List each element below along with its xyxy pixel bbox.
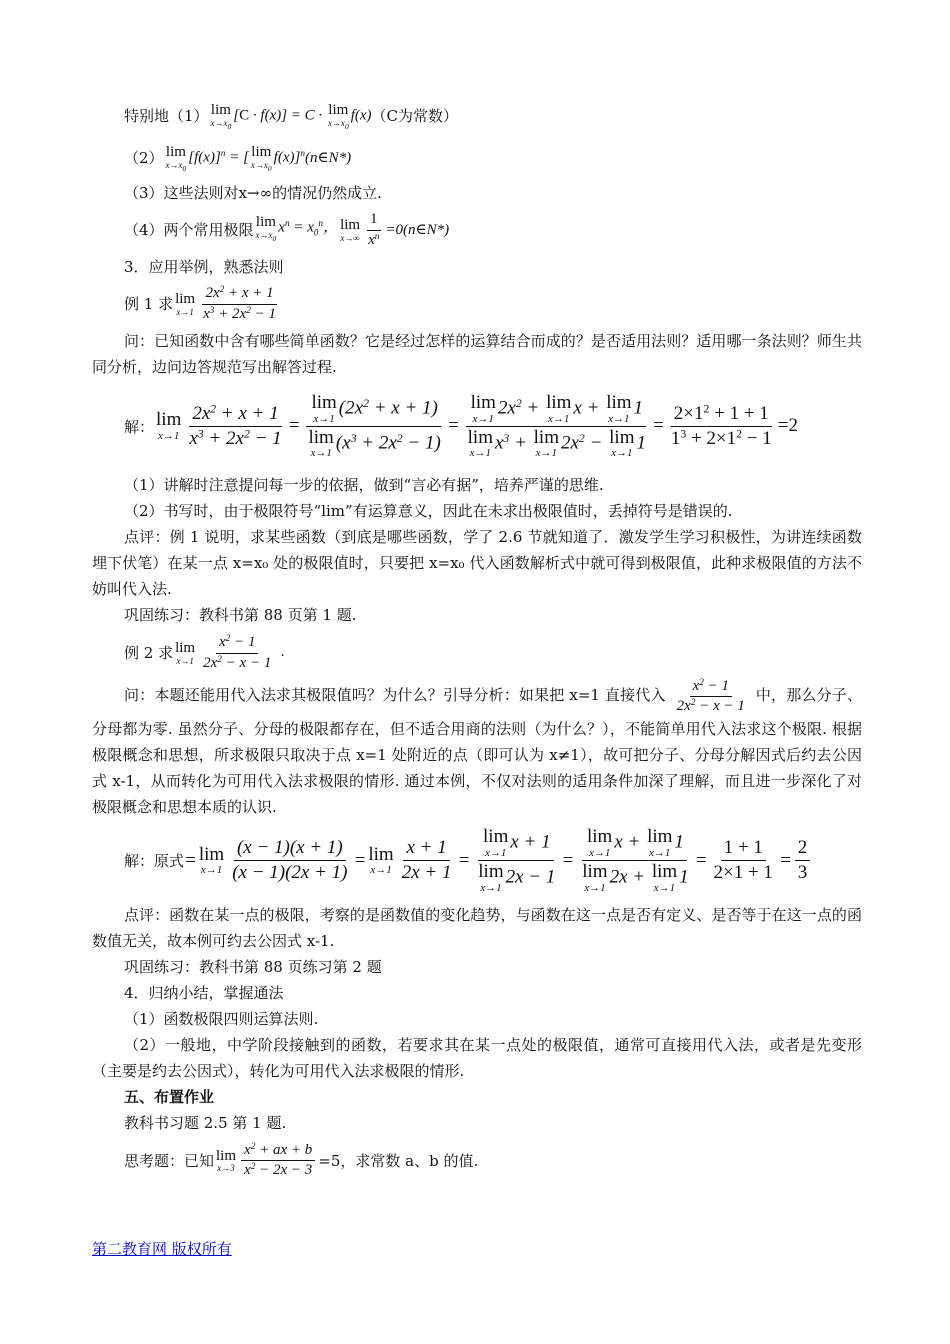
rule-1-formula: lim $x\to x_0$ [C · f(x)] = C · lim $x\to x_0$ f(x) [210, 102, 372, 131]
question-2-b: 中，那么分子、分母都为零. 虽然分子、分母的极限都存在，但不适合用商的法则（为什么？），不能简单用代入法求这个极限. 根据极限概念和思想，所求极限只取决于点 x=1 处附近的点（即可认为 x≠1），故可把分子、分母分解因式后约去公因式 x-1，从而转化为可用代入法求极限的情形. 通过本例，不仅对法则的适用条件加深了理解，而且进一步深化了对极限概念和思想本质的认识. [92, 686, 862, 816]
solution-1: 解： lim x→1 $\frac{2x^2 + x + 1}{x^3 + 2x^2 - 1}$ = lim x→1 $(2x^2 + x + 1)$ lim x→1 $(x^3 + 2x^2 - 1)$ = lim x→1 $2x^2$ + lim x→1 x + lim x→1 1 lim x→1 $x^3$ + lim x→1 $2x^2$ − lim x→1 1 = $\frac{2\times 1^2 + 1 + 1}{1^3 + 2\times 1^2 - 1}$ =2 [124, 391, 798, 460]
rule-4-label: （4）两个常用极限 [124, 221, 254, 239]
footer-link[interactable]: 第二教育网 [92, 1240, 168, 1258]
solution-1-result: =2 [777, 415, 798, 436]
think-tail: =5，求常数 a、b 的值. [318, 1151, 479, 1170]
rule-2-label: （2） [124, 149, 164, 167]
think-label: 思考题：已知 [124, 1151, 215, 1170]
example-2-formula: lim x→1 $\frac{x^2 - 1}{2x^2 - x - 1}$ . [175, 634, 285, 671]
practice-2: 巩固练习：教科书第 88 页练习第 2 题 [124, 957, 382, 976]
comment-2: 点评：函数在某一点的极限，考察的是函数值的变化趋势，与函数在这一点是否有定义、是否等于在这一点的函数值无关，故本例可约去公因式 x-1. [92, 905, 862, 950]
think-question [92, 1136, 862, 1186]
question-2 [92, 678, 862, 820]
footer [92, 1238, 232, 1259]
summary-1: （1）函数极限四则运算法则. [124, 1009, 319, 1028]
rule-4-formula-b: lim x→∞ $\frac{1}{x^n}$ [340, 211, 380, 248]
example-2-line [92, 628, 862, 678]
comment-1: 点评：例 1 说明，求某些函数（到底是哪些函数，学了 2.6 节就知道了．激发学生学习积极性，为讲连续函数埋下伏笔）在某一点 x=x₀ 处的极限值时，只要把 x=x₀ 代入函数解析式中就可得到极限值，此种求极限值的方法不妨叫代入法. [92, 528, 862, 598]
summary-2: （2）一般地，中学阶段接触到的函数，若要求其在某一点处的极限值，通常可直接用代入法，或者是先变形（主要是约去公因式），转化为可用代入法求极限的情形. [92, 1035, 862, 1080]
solution-2-label: 解：原式 [124, 854, 185, 870]
practice-1: 巩固练习：教科书第 88 页第 1 题. [124, 606, 357, 624]
note-1: （1）讲解时注意提问每一步的依据，做到“言必有据”，培养严谨的思维. [124, 476, 604, 494]
question-2-a: 问：本题还能用代入法求其极限值吗？为什么？引导分析：如果把 x=1 直接代入 [124, 686, 666, 705]
footer-copyright: 版权所有 [167, 1240, 232, 1258]
solution-1-label: 解： [124, 419, 155, 436]
example-1-formula: lim x→1 $\frac{2x^2 + x + 1}{x^3 + 2x^2 - 1}$ [175, 285, 276, 322]
example-1-line [92, 280, 862, 328]
homework: 教科书习题 2.5 第 1 题. [124, 1113, 287, 1132]
rule-4-formula-a: lim $x\to x_0$ $x^n = x_0^n$， [255, 214, 339, 243]
rule-4-condition: =0(n∈N*) [385, 222, 450, 238]
rule-1-note: （C为常数） [371, 107, 458, 125]
rule-2-line [92, 136, 862, 180]
section-4-heading: 4．归纳小结，掌握通法 [124, 983, 284, 1002]
rule-2-formula: lim $x\to x_0$ $[f(x)]^n$ = [ lim $x\to x_0$ f(x)]$^n$ [165, 144, 305, 173]
think-formula: lim x→3 $\frac{x^2 + ax + b}{x^2 - 2x - 3}$ [214, 1142, 318, 1180]
rule-1-line [92, 96, 862, 136]
rule-3-line: （3）这些法则对x→∞的情况仍然成立. [124, 184, 382, 202]
question-2-formula: $\frac{x^2 - 1}{2x^2 - x - 1}$ [676, 677, 745, 715]
rule-4-line [92, 206, 862, 254]
section-5-heading: 五、布置作业 [124, 1087, 215, 1106]
rule-1-label: 特别地（1） [124, 107, 209, 125]
solution-2: 解：原式 = lim x→1 $\frac{(x - 1)(x + 1)}{(x - 1)(2x + 1)}$ = lim x→1 $\frac{x + 1}{2x + 1}$ = lim x→1 x + 1 lim x→1 2x − 1 = lim x→1 x + lim x→1 1 lim x→1 2x + lim x→1 1 = $\frac{1 + 1}{2\times 1 + 1}$ = $\frac{2}{3}$ [92, 826, 862, 896]
note-2: （2）书写时，由于极限符号“lim”有运算意义，因此在未求出极限值时，丢掉符号是错误的. [124, 502, 733, 520]
example-2-label: 例 2 求 [124, 644, 174, 662]
document-body [92, 96, 862, 1186]
section-3-heading: 3．应用举例，熟悉法则 [124, 258, 284, 276]
example-1-label: 例 1 求 [124, 295, 174, 313]
question-1: 问：已知函数中含有哪些简单函数？它是经过怎样的运算结合而成的？是否适用法则？适用哪一条法则？师生共同分析，边问边答规范写出解答过程. [92, 332, 862, 376]
rule-2-condition: (n∈N*) [304, 150, 352, 166]
